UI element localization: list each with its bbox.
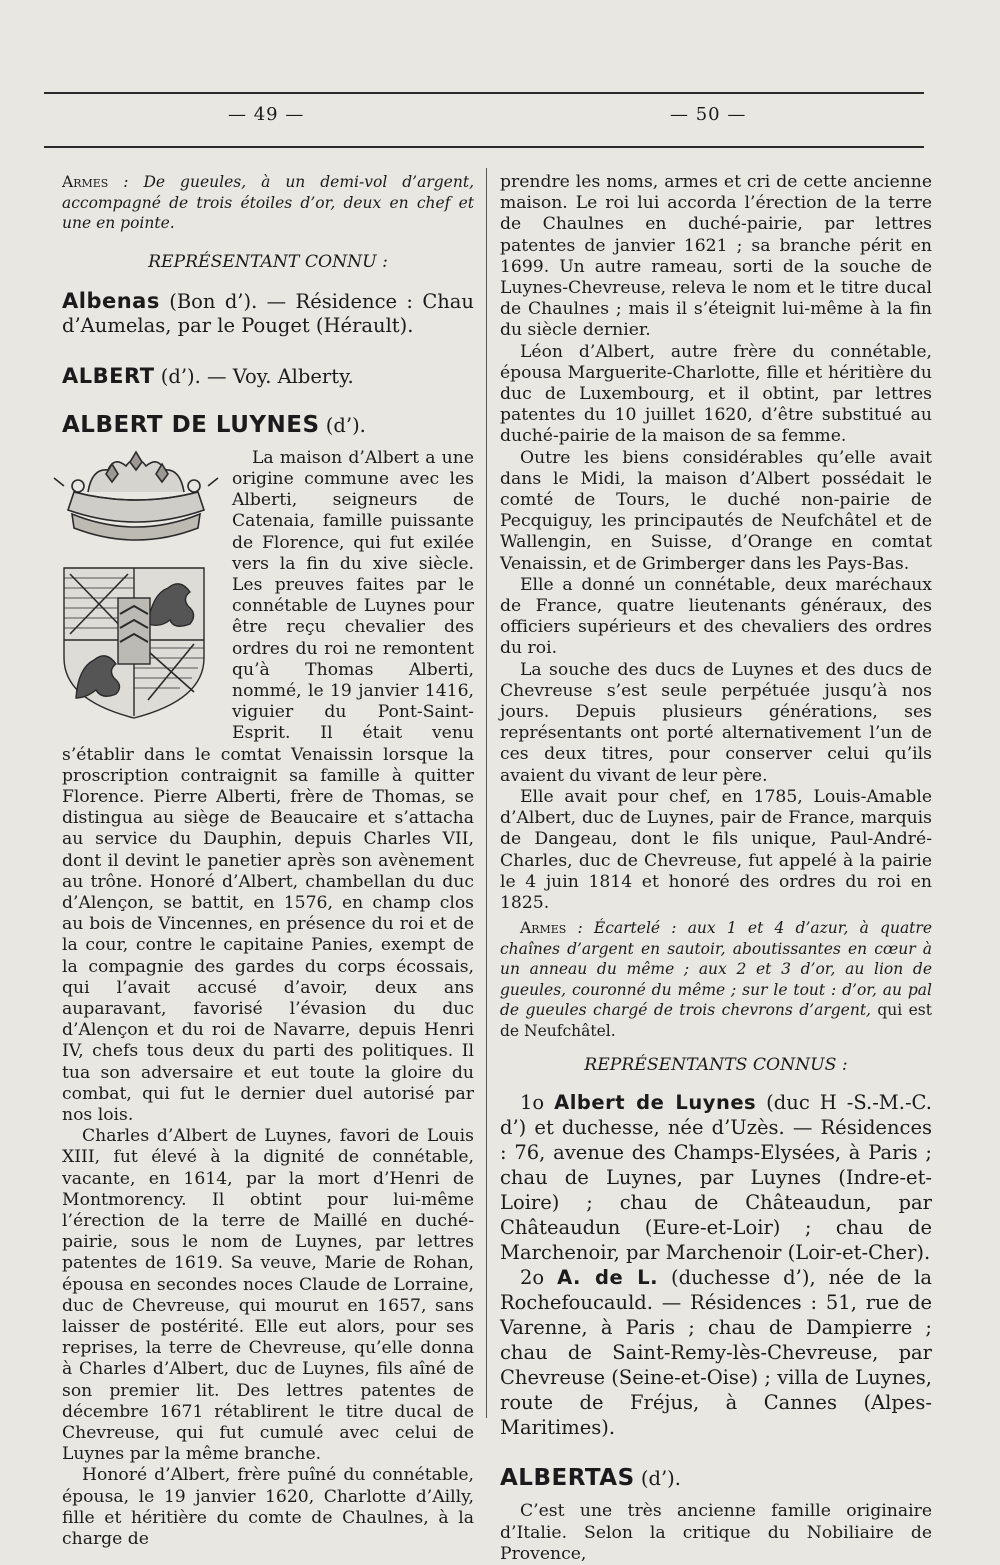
header-rule [44,146,924,148]
luynes-paragraph-3: Honoré d’Albert, frère puîné du connétable, épousa, le 19 janvier 1620, Charlotte d’Ailly, fille et héritière du comte de Chaulnes, à la charge de [62,1465,474,1550]
entry-text: (d’). — Voy. Alberty. [154,364,354,388]
luynes-paragraph-1: La maison d’Albert a une origine commune avec les Alberti, seigneurs de Catenaia, famille puissante de Florence, qui fut exilée vers la fin du xive siècle. Les preuves faites par le connétable de Luynes pour être reçu chevalier des ordres du roi ne remontent qu’à Thomas Alberti, nommé, le 19 janvier 1416, viguier du Pont-Saint-Esprit. Il était venu s’établir dans le comtat Venaissin lorsque la proscription contraignit sa famille à quitter Florence. Pierre Alberti, frère de Thomas, se distingua au siège de Beaucaire et s’attacha au service du Dauphin, depuis Charles VII, dont il devint le panetier après son avènement au trône. Honoré d’Albert, chambellan du duc d’Alençon, se battit, en 1576, en champ clos au bois de Vincennes, en présence du roi et de la cour, contre le capitaine Panies, exempt de la compagnie des gardes du corps écossais, qui l’avait accusé d’avoir, deux ans auparavant, favorisé l’évasion du duc d’Alençon et du roi de Navarre, depuis Henri IV, chefs tous deux du parti des politiques. Il tua son adversaire et eut toute la gloire du combat, qui fut le dernier duel autorisé par nos lois. [62,447,474,1125]
page-number-left: — 49 — [228,104,305,125]
entry-number: 2o [520,1266,558,1290]
entry-text: (d’). [634,1467,681,1491]
albertas-paragraph: C’est une très ancienne famille originaire d’Italie. Selon la critique du Nobiliaire de Provence, [500,1501,932,1564]
entry-name: ALBERTAS [500,1465,635,1492]
top-rule [44,92,924,94]
entry-text: (Bon d’). — Résidence : Chau d’Aumelas, par le Pouget (Hérault). [62,289,474,337]
right-paragraph-4: Elle a donné un connétable, deux maréchaux de France, quatre lieutenants généraux, des officiers supérieurs et des chevaliers des ordres du roi. [500,574,932,659]
entry-text: (duc H -S.-M.-C. d’) et duchesse, née d’Uzès. — Résidences : 76, avenue des Champs-Elysées, à Paris ; chau de Luynes, par Luynes (Indre-et-Loire) ; chau de Châteaudun, par Châteaudun (Eure-et-Loir) ; chau de Marchenoir, par Marchenoir (Loir-et-Cher). [500,1091,932,1265]
armes-text: : De gueules, à un demi-vol d’argent, accompagné de trois étoiles d’or, deux en chef et une en pointe. [62,173,474,232]
right-paragraph-1: prendre les noms, armes et cri de cette ancienne maison. Le roi lui accorda l’érection de la terre de Chaulnes en duché-pairie, par lettres patentes de janvier 1621 ; sa branche périt en 1699. Un autre rameau, sorti de la souche de Luynes-Chevreuse, releva le nom et le titre ducal de Chaulnes ; mais il s’éteignit lui-même à la fin du siècle dernier. [500,172,932,341]
entry-albenas [62,289,474,338]
representants-title: REPRÉSENTANTS CONNUS : [584,1055,848,1076]
entry-albertas [500,1466,932,1491]
luynes-body [62,448,474,1551]
right-paragraph-6: Elle avait pour chef, en 1785, Louis-Amable d’Albert, duc de Luynes, pair de France, marquis de Dangeau, dont le fils unique, Paul-André-Charles, duc de Chevreuse, fut appelé à la pairie le 4 juin 1814 et honoré des ordres du roi en 1825. [500,786,932,913]
coat-of-arms-illustration [48,448,224,726]
right-paragraph-5: La souche des ducs de Luynes et des ducs de Chevreuse s’est seule perpétuée jusqu’à nos jours. Depuis plusieurs générations, ses représentants ont porté alternativement l’un de ces deux titres, pour conserver celui qu’ils avaient du vivant de leur père. [500,659,932,786]
entry-name: ALBERT [62,363,155,388]
armes-label: Armes [520,919,567,938]
right-paragraph-2: Léon d’Albert, autre frère du connétable, épousa Marguerite-Charlotte, fille et héritière du duc de Luxembourg, et il obtint, par lettres patentes du 10 juillet 1620, d’être substitué au duché-pairie de la maison de sa femme. [500,341,932,447]
armes-label: Armes [62,173,109,191]
left-column [62,172,474,1550]
entry-name: Albenas [62,288,160,313]
coat-of-arms-icon [48,448,224,726]
entry-number: 1o [520,1091,555,1115]
right-column [500,172,932,1565]
armes-tail: qui est de Neufchâtel. [500,1001,932,1040]
column-divider [486,168,487,1418]
armes-albenas [62,172,474,234]
page-number-right: — 50 — [670,104,747,125]
armes-text: : Écartelé : aux 1 et 4 d’azur, à quatre chaînes d’argent en sautoir, aboutissantes en cœur à un anneau du même ; aux 2 et 3 d’or, au lion de gueules, couronné du même ; sur le tout : d’or, au pal de gueules chargé de trois chevrons d’argent, [500,919,932,1020]
entry-text: (d’). [319,413,366,437]
entry-albert-de-luynes [62,413,474,438]
entry-albert [62,364,474,389]
representant-1 [500,1090,932,1265]
right-paragraph-3: Outre les biens considérables qu’elle avait dans le Midi, la maison d’Albert possédait le comté de Tours, le duché non-pairie de Pecquiguy, les principautés de Neufchâtel et de Wallengin, en Suisse, d’Orange en comtat Venaissin, et de Grimberger dans les Pays-Bas. [500,447,932,574]
luynes-paragraph-2: Charles d’Albert de Luynes, favori de Louis XIII, fut élevé à la dignité de connétable, vacante, en 1614, par la mort d’Henri de Montmorency. Il obtint pour lui-même l’érection de la terre de Maillé en duché-pairie, sous le nom de Luynes, par lettres patentes de 1619. Sa veuve, Marie de Rohan, épousa en secondes noces Claude de Lorraine, duc de Chevreuse, qui mourut en 1657, sans laisser de postérité. Elle eut alors, pour ses reprises, la terre de Chevreuse, qu’elle donna à Charles d’Albert, duc de Luynes, fils aîné de son premier lit. Des lettres patentes de décembre 1671 rétablirent le titre ducal de Chevreuse, qui fut cumulé avec celui de Luynes par la même branche. [62,1126,474,1465]
entry-name: Albert de Luynes [554,1091,757,1115]
representant-2 [500,1265,932,1440]
armes-luynes [500,918,932,1041]
entry-name: A. de L. [557,1266,659,1290]
entry-text: (duchesse d’), née de la Rochefoucauld. — Résidences : 51, rue de Varenne, à Paris ; chau de Dampierre ; chau de Saint-Remy-lès-Chevreuse, par Chevreuse (Seine-et-Oise) ; villa de Luynes, route de Fréjus, à Cannes (Alpes-Maritimes). [500,1266,932,1440]
entry-name: ALBERT DE LUYNES [62,411,320,438]
representant-title: REPRÉSENTANT CONNU : [148,251,388,272]
